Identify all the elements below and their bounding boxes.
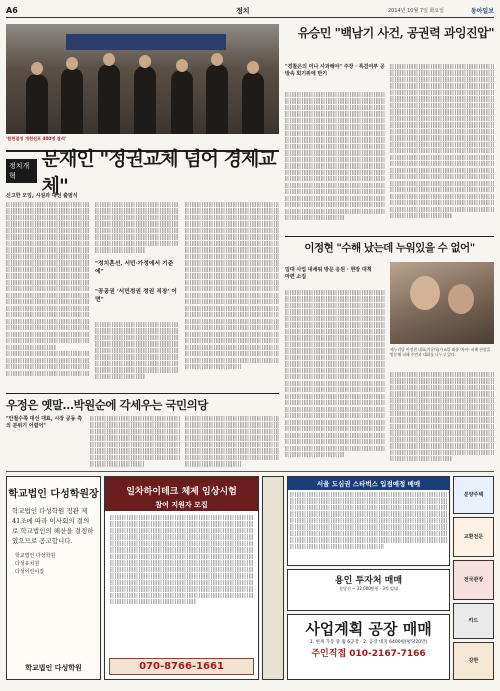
photo-head (31, 62, 43, 75)
ad-list-item: 학교법인 다성학원 (15, 553, 56, 559)
lead-photo (6, 24, 279, 134)
ad-title: 학교법인 다성학원장 (8, 489, 99, 500)
pull-quote: "정치혼선, 서민·가정에서 기준에" (95, 261, 174, 275)
photo-person (242, 72, 264, 134)
ad-subtitle: 참여 지원자 모집 (155, 501, 208, 509)
photo-banner (66, 34, 226, 50)
ad-list-item: 다성어린이집 (15, 569, 44, 575)
narrow-ad (262, 476, 284, 680)
investment-ad (287, 569, 450, 611)
photo-head (139, 55, 151, 68)
photo-head (103, 53, 115, 66)
ad-body (288, 490, 449, 560)
ad-title: 일차하이테크 체제 임상시험 (126, 487, 237, 497)
photo-person (98, 64, 120, 134)
pull-quote: "공공권 '서민정권 정권 직장' 이면" (95, 289, 177, 303)
photo-head (176, 59, 188, 72)
article-column (95, 322, 179, 387)
photo-head (247, 61, 259, 74)
article-column (185, 416, 279, 468)
ad-title: 용인 투자처 매매 (334, 576, 403, 586)
side-ad (453, 476, 494, 514)
ad-subtitle: 1. 현재 가동 중 월 6공장 · 2. 공장 대지 6400평(평당20만) (309, 640, 428, 645)
ad-body: 학교법인 다성학원 정관 제41조에 따라 이사회의 결의로 학교법인의 해산을 결정하였으므로 공고합니다. (12, 507, 94, 545)
photo-person (61, 68, 83, 134)
right-subhead-2: 임대 사업 내세워 방문 응원 · 현장 대책 마련 소집 (285, 267, 372, 280)
notice-ad (6, 476, 101, 680)
article-column (390, 372, 494, 468)
story2-headline: 우정은 옛말…박원순에 각세우는 국민의당 (6, 393, 279, 413)
article-column (285, 290, 385, 468)
side-ad-label: 분양주택 (463, 492, 484, 498)
side-ad (453, 560, 494, 600)
right-photo (390, 262, 494, 344)
article-column (285, 92, 385, 232)
issue-date: 2014년 10월 7일 화요일 (387, 8, 444, 14)
ad-divider (6, 471, 494, 472)
trial-ad (104, 476, 259, 680)
article-column (95, 202, 179, 257)
ad-body (105, 511, 258, 641)
headline-text: 문재인 "정권교체 넘어 경제교체" (41, 148, 276, 197)
side-ad-label: 전국관장 (463, 577, 484, 583)
section-title: 정치 (236, 6, 250, 15)
photo-head (211, 53, 223, 66)
article-column (185, 202, 279, 387)
ad-list-item: 다성유치원 (15, 561, 40, 567)
side-ad-label: 카드 (468, 618, 479, 624)
right-subhead-1: "경찰은의 미나 사과해야" 주장 · 특검여부 공방속 회기위에 반기 (285, 64, 385, 77)
factory-ad (287, 614, 450, 680)
side-ad-label: 교환전문 (463, 534, 484, 540)
story2-subhead: "안철수쪽 대선 대표, 시장 공동 측의 분위기 어렵어" (6, 416, 82, 429)
realestate-ad (287, 476, 450, 566)
newspaper-logo: 동아일보 (470, 8, 494, 15)
right-headline-2: 이정현 "수해 났는데 누워있을 수 없어" (285, 236, 494, 255)
headline-tag: 정치개혁 (6, 159, 37, 183)
side-ad (453, 642, 494, 680)
photo-head (66, 57, 78, 70)
photo-person (134, 66, 156, 134)
ad-title: 사업계획 공장 매매 (305, 620, 432, 638)
page-number: A6 (6, 6, 18, 15)
photo-person (26, 74, 48, 134)
ad-header (105, 477, 258, 511)
pull-quotes (95, 260, 180, 304)
right-headline-1: 유승민 "백남기 사건, 공권력 과잉진압" (297, 26, 494, 40)
article-column (90, 416, 180, 468)
ad-title: 서울 도심권 스타벅스 입점예정 매매 (288, 477, 449, 490)
article-column (390, 64, 494, 232)
side-ad (453, 517, 494, 557)
byline: 신고한 모임, 시설과 대선 출범식 (6, 193, 78, 199)
ad-subtitle: 분당선 ~ 32,000만원 · 3억 임대 (339, 586, 398, 591)
photo-caption: '합헌결정 개헌선포 400명 참석' (6, 136, 67, 141)
ad-footer: 학교법인 다성학원 (25, 664, 82, 672)
article-column (6, 202, 90, 387)
photo-person (171, 70, 193, 134)
photo-person (206, 64, 228, 134)
side-ad-label: 강한 (468, 658, 479, 664)
ad-phone[interactable]: 070-8766-1661 (109, 658, 254, 675)
photo-face (410, 276, 440, 310)
page-header (6, 4, 494, 18)
ad-list (7, 552, 100, 576)
photo-face (448, 284, 474, 314)
right-photo-caption: 새누리당 이정현 대표(가운데)가 6일 태풍 '차바' 피해 현장을 방문해 피해 주민과 대화를 나누고 있다. (390, 347, 491, 357)
ad-phone[interactable]: 주인직접 010-2167-7166 (311, 649, 426, 659)
side-ad (453, 603, 494, 639)
